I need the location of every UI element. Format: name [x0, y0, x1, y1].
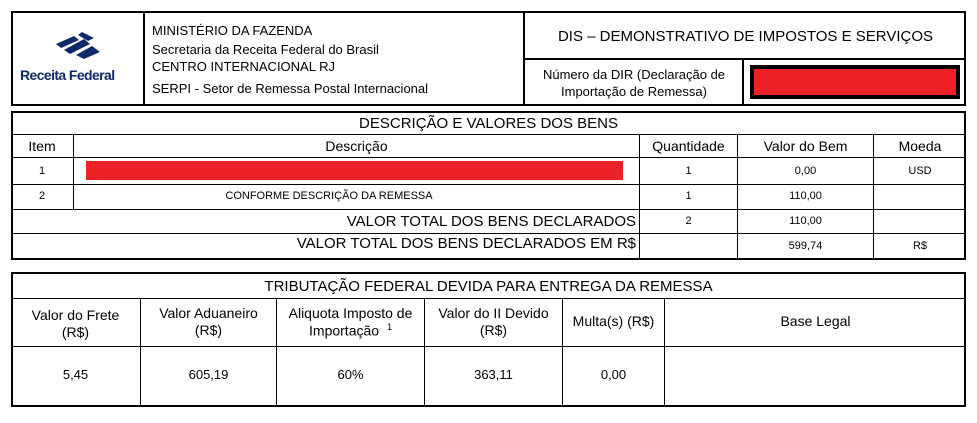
header-divider-4 [742, 58, 744, 106]
col-freight-header-l1: Valor do Frete [31, 307, 120, 323]
dir-number-label-line2: Importação de Remessa) [561, 84, 707, 99]
center-name: CENTRO INTERNACIONAL RJ [152, 59, 335, 74]
total-brl-value: 599,74 [788, 240, 823, 252]
col-rate-footnote-marker: 1 [386, 322, 392, 332]
row2-quantity: 1 [685, 190, 692, 202]
ministry-name: MINISTÉRIO DA FAZENDA [152, 23, 313, 38]
dir-number-redaction-fill [754, 69, 956, 95]
row2-item: 2 [38, 190, 46, 202]
dir-number-redacted [750, 65, 960, 99]
col-ii-header-l1: Valor do II Devido [438, 305, 549, 321]
goods-hline-5 [11, 233, 966, 234]
total-declared-label: VALOR TOTAL DOS BENS DECLARADOS [346, 213, 636, 230]
col-item-header: Item [28, 138, 56, 154]
receita-federal-emblem-icon [52, 30, 106, 60]
col-rate-header-l1: Aliquota Imposto de [288, 305, 413, 321]
row1-currency: USD [908, 165, 932, 177]
header-divider-3 [523, 58, 966, 60]
col-value-header: Valor do Bem [763, 138, 848, 154]
row1-quantity: 1 [685, 165, 692, 177]
row2-description: CONFORME DESCRIÇÃO DA REMESSA [225, 190, 433, 202]
tax-hline-1 [11, 298, 966, 299]
sector-name: SERPI - Setor de Remessa Postal Internacional [152, 81, 429, 96]
row1-description-redacted [86, 161, 623, 180]
col-fines-header: Multa(s) (R$) [572, 313, 655, 329]
col-customs-header-l2: (R$) [194, 322, 223, 338]
freight-value: 5,45 [62, 367, 89, 382]
total-brl-label: VALOR TOTAL DOS BENS DECLARADOS EM R$ [296, 235, 636, 252]
col-legal-header: Base Legal [780, 313, 851, 329]
col-customs-header-l1: Valor Aduaneiro [159, 305, 258, 321]
secretariat-name: Secretaria da Receita Federal do Brasil [152, 42, 379, 57]
tax-section-title: TRIBUTAÇÃO FEDERAL DEVIDA PARA ENTREGA DA REMESSA [264, 278, 713, 295]
goods-hline-4 [11, 209, 966, 210]
ii-value: 363,11 [474, 367, 513, 382]
receita-federal-logo [20, 30, 135, 90]
tax-hline-2 [11, 346, 966, 347]
col-description-header: Descrição [325, 138, 388, 154]
goods-section-title: DESCRIÇÃO E VALORES DOS BENS [359, 115, 618, 132]
col-freight-header-l2: (R$) [61, 324, 90, 340]
header-divider-1 [143, 11, 145, 106]
customs-value: 605,19 [188, 367, 229, 382]
col-rate-header-l2 [277, 322, 424, 339]
total-brl-currency: R$ [912, 240, 928, 252]
total-declared-quantity: 2 [685, 215, 692, 227]
goods-hline-1 [11, 134, 966, 135]
col-currency-header: Moeda [898, 138, 942, 154]
total-declared-value: 110,00 [789, 215, 822, 227]
document-title: DIS – DEMONSTRATIVO DE IMPOSTOS E SERVIÇOS [557, 28, 934, 45]
row1-value: 0,00 [794, 165, 817, 177]
goods-hline-2 [11, 157, 966, 158]
col-quantity-header: Quantidade [652, 138, 725, 154]
fines-value: 0,00 [600, 367, 627, 382]
logo-text: Receita Federal [20, 67, 115, 83]
goods-hline-3 [11, 184, 966, 185]
row2-value: 110,00 [789, 190, 822, 202]
col-ii-header-l2: (R$) [479, 322, 508, 338]
row1-item: 1 [38, 165, 46, 177]
rate-value: 60% [337, 367, 364, 382]
col-rate-header-l2-text: Importação [309, 322, 380, 339]
dir-number-label-line1: Número da DIR (Declaração de [542, 67, 726, 82]
